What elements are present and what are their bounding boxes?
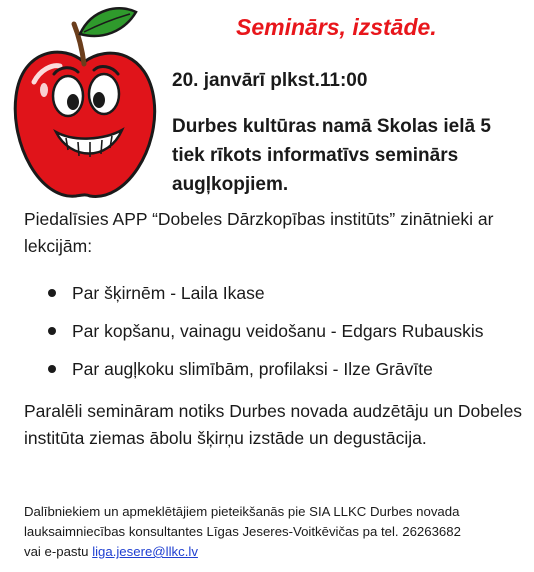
bullet-icon <box>48 289 56 297</box>
exhibition-text: Paralēli semināram notiks Durbes novada audzētāju un Dobeles institūta ziemas ābolu šķirņu izstāde un degustācija. <box>24 401 523 448</box>
bullet-icon <box>48 365 56 373</box>
apple-body <box>15 52 154 196</box>
list-item <box>24 318 484 356</box>
footer-line-1: Dalībniekiem un apmeklētājiem pieteikšanās pie SIA LLKC Durbes novada <box>24 504 460 519</box>
footer-line-2: lauksaimniecības konsultantes Līgas Jeseres-Voitkēvičas pa tel. 26263682 <box>24 524 461 539</box>
list-item <box>24 280 484 318</box>
lecture-label: Par augļkoku slimībām, profilaksi - Ilze Grāvīte <box>72 359 433 379</box>
lecture-label: Par šķirnēm - Laila Ikase <box>72 283 265 303</box>
speakers-intro: Piedalīsies APP “Dobeles Dārzkopības institūts” zinātnieki ar lekcijām: <box>24 209 494 256</box>
lecture-label: Par kopšanu, vainagu veidošanu - Edgars Rubauskis <box>72 321 484 341</box>
apple-illustration <box>4 4 164 204</box>
footer-email-prefix: vai e-pastu <box>24 544 93 559</box>
bullet-icon <box>48 327 56 335</box>
email-link[interactable]: liga.jesere@llkc.lv <box>92 544 198 559</box>
page-title: Seminārs, izstāde. <box>236 14 437 40</box>
event-date: 20. janvārī plkst.11:00 <box>172 70 368 91</box>
list-item <box>24 356 484 394</box>
cartoon-apple-icon <box>4 4 164 204</box>
footer-line-3 <box>24 542 529 562</box>
event-venue-text: Durbes kultūras namā Skolas ielā 5 tiek rīkots informatīvs seminārs augļkopjiem. <box>172 116 491 195</box>
lecture-list <box>24 280 484 394</box>
registration-footer <box>24 502 529 562</box>
